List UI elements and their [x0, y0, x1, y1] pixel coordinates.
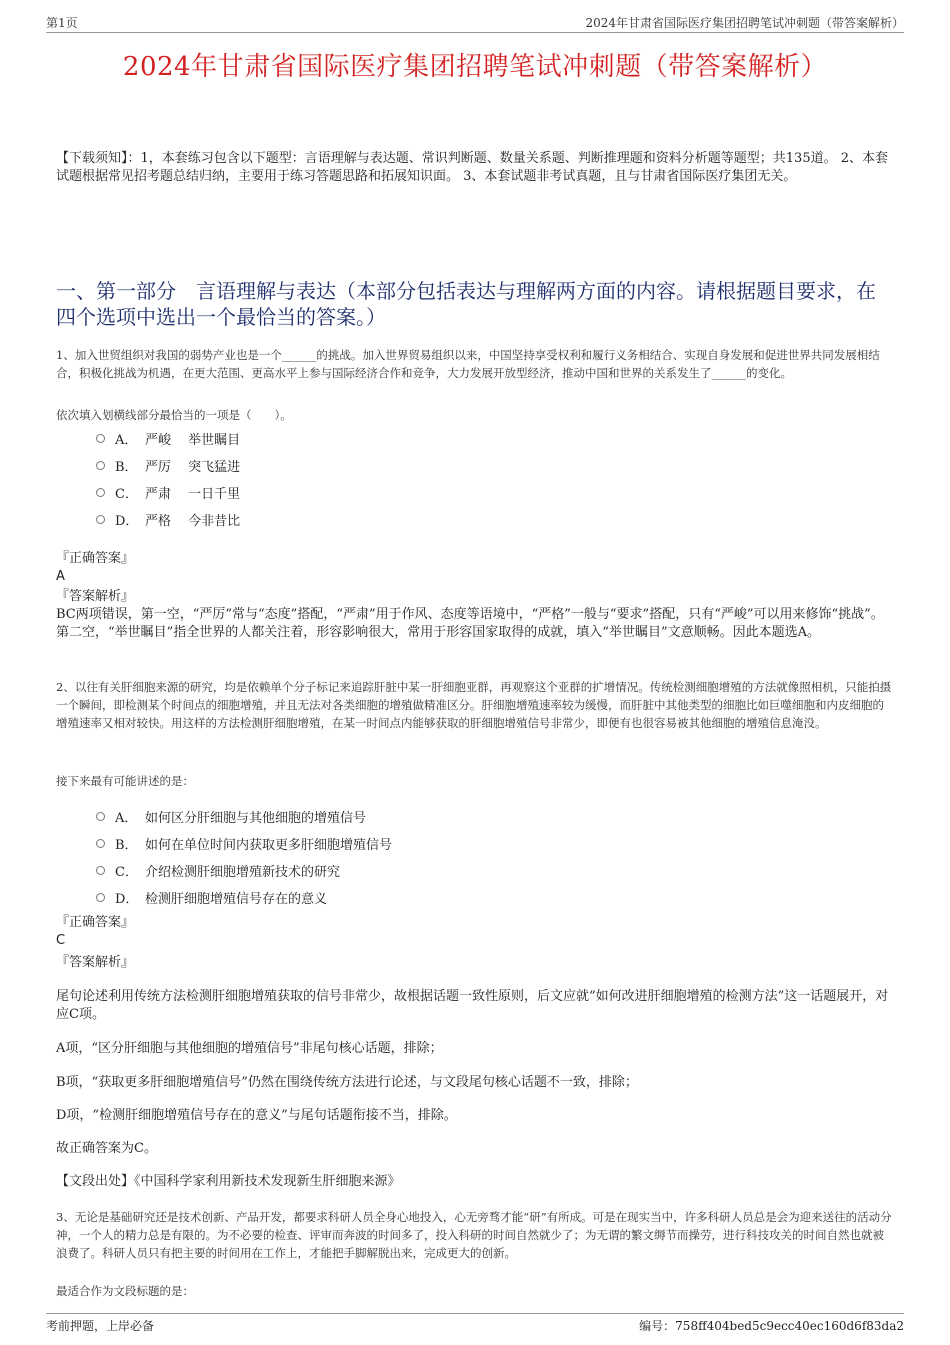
q1-analysis-label: 『答案解析』	[56, 589, 135, 604]
q2-analysis-label: 『答案解析』	[56, 955, 135, 970]
q1-option-b[interactable]: B． 严厉 突飞猛进	[96, 452, 240, 479]
q2-stem: 2、以往有关肝细胞来源的研究，均是依赖单个分子标记来追踪肝脏中某一肝细胞亚群，再观察这个亚群的扩增情况。传统检测细胞增殖的方法就像照相机，只能拍摄一个瞬间，即检测某个时间点的细胞增殖，并且无法对各类细胞的增殖做精准区分。肝细胞增殖速率较为缓慢，而肝脏中其他类型的细胞比如巨噬细胞和内皮细胞的增殖速率又相对较快。用这样的方法检测肝细胞增殖，在某一时间点内能够获取的肝细胞增殖信号非常少，即便有也很容易被其他细胞的增殖信息淹没。	[56, 680, 892, 730]
radio-icon[interactable]	[96, 515, 105, 524]
q1-stem: 1、加入世贸组织对我国的弱势产业也是一个______的挑战。加入世界贸易组织以来，中国坚持享受权利和履行义务相结合、实现自身发展和促进世界共同发展相结合，积极化挑战为机遇，在更大范围、更高水平上参与国际经济合作和竞争，大力发展开放型经济，推动中国和世界的关系发生了______的变化。	[56, 348, 880, 380]
q2-option-a[interactable]: A． 如何区分肝细胞与其他细胞的增殖信号	[96, 803, 392, 830]
q1-answer-label: 『正确答案』	[56, 551, 135, 566]
q1-option-d[interactable]: D． 严格 今非昔比	[96, 506, 240, 533]
radio-icon[interactable]	[96, 812, 105, 821]
q2-option-c[interactable]: C． 介绍检测肝细胞增殖新技术的研究	[96, 857, 392, 884]
radio-icon[interactable]	[96, 839, 105, 848]
download-notice: 【下载须知】：1，本套练习包含以下题型：言语理解与表达题、常识判断题、数量关系题、判断推理题和资料分析题等题型；共135道。 2、本套试题根据常见招考题总结归纳，主要用于练习答题思路和拓展知识面。 3、本套试题非考试真题，且与甘肃省国际医疗集团无关。	[56, 151, 888, 184]
page-footer	[46, 1313, 904, 1333]
q3-stem: 3、无论是基础研究还是技术创新、产品开发，都要求科研人员全身心地投入，心无旁骛才能“研”有所成。可是在现实当中，许多科研人员总是会为迎来送往的活动分神，一个人的精力总是有限的。为不必要的检查、评审而奔波的时间多了，投入科研的时间自然就少了；为无谓的繁文缛节而操劳，进行科技攻关的时间自然也就被浪费了。科研人员只有把主要的时间用在工作上，才能把手脚解脱出来，完成更大的创新。	[56, 1210, 892, 1260]
q2-prompt: 接下来最有可能讲述的是：	[56, 774, 194, 788]
radio-icon[interactable]	[96, 488, 105, 497]
page-header	[46, 14, 904, 33]
section-heading: 一、第一部分 言语理解与表达（本部分包括表达与理解两方面的内容。请根据题目要求，在四个选项中选出一个最恰当的答案。）	[56, 279, 876, 329]
footer-slogan: 考前押题，上岸必备	[46, 1319, 155, 1333]
q2-analysis-line: 尾句论述利用传统方法检测肝细胞增殖获取的信号非常少，故根据话题一致性原则，后文应就“如何改进肝细胞增殖的检测方法”这一话题展开，对应C项。	[56, 989, 889, 1022]
q2-analysis-line: A项，“区分肝细胞与其他细胞的增殖信号”非尾句核心话题，排除；	[56, 1041, 443, 1056]
q2-source: 【文段出处】《中国科学家利用新技术发现新生肝细胞来源》	[56, 1174, 401, 1189]
q2-option-d[interactable]: D． 检测肝细胞增殖信号存在的意义	[96, 884, 392, 911]
q1-prompt: 依次填入划横线部分最恰当的一项是（ ）。	[56, 408, 292, 422]
header-doc-title: 2024年甘肃省国际医疗集团招聘笔试冲刺题（带答案解析）	[585, 16, 904, 30]
q1-answer: A	[56, 569, 65, 584]
footer-doc-id: 编号：758ff404bed5c9ecc40ec160d6f83da2	[639, 1319, 904, 1333]
radio-icon[interactable]	[96, 461, 105, 470]
q2-answer: C	[56, 933, 66, 948]
q2-option-b[interactable]: B． 如何在单位时间内获取更多肝细胞增殖信号	[96, 830, 392, 857]
q1-analysis: BC两项错误，第一空，“严厉”常与“态度”搭配，“严肃”用于作风、态度等语境中，“严格”一般与“要求”搭配，只有“严峻”可以用来修饰“挑战”。第二空，“举世瞩目”指全世界的人都关注着，形容影响很大，常用于形容国家取得的成就，填入“举世瞩目”文意顺畅。因此本题选A。	[56, 607, 884, 640]
q1-option-c[interactable]: C． 严肃 一日千里	[96, 479, 240, 506]
document-title: 2024年甘肃省国际医疗集团招聘笔试冲刺题（带答案解析）	[122, 52, 828, 82]
q2-analysis-line: B项，“获取更多肝细胞增殖信号”仍然在围绕传统方法进行论述，与文段尾句核心话题不一致，排除；	[56, 1075, 638, 1090]
radio-icon[interactable]	[96, 866, 105, 875]
q2-analysis-line: D项，“检测肝细胞增殖信号存在的意义”与尾句话题衔接不当，排除。	[56, 1108, 457, 1123]
q2-answer-label: 『正确答案』	[56, 915, 135, 930]
radio-icon[interactable]	[96, 893, 105, 902]
q1-options	[96, 425, 240, 533]
q3-prompt: 最适合作为文段标题的是：	[56, 1284, 194, 1298]
page-number: 第1页	[46, 16, 78, 30]
q2-options	[96, 803, 392, 911]
q1-option-a[interactable]: A． 严峻 举世瞩目	[96, 425, 240, 452]
radio-icon[interactable]	[96, 434, 105, 443]
q2-analysis-line: 故正确答案为C。	[56, 1141, 157, 1156]
